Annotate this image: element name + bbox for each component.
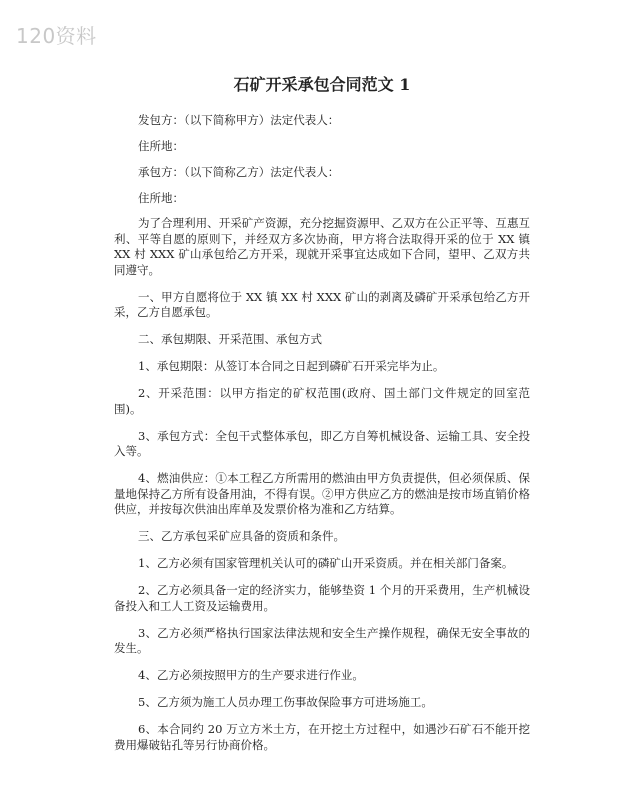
clause-3-4: 4、乙方必须按照甲方的生产要求进行作业。 [138,668,364,682]
clause-3-3: 3、乙方必须严格执行国家法律法规和安全生产操作规程，确保无安全事故的发生。 [114,625,530,655]
clause-3-1: 1、乙方必须有国家管理机关认可的磷矿山开采资质。并在相关部门备案。 [138,556,514,570]
document-title: 石矿开采承包合同范文 1 [233,75,411,94]
party-a-address-line: 住所地： [138,139,184,153]
document-page [90,74,530,765]
clause-1: 一、甲方自愿将位于 XX 镇 XX 村 XXX 矿山的剥离及磷矿开采承包给乙方开采，乙方自愿承包。 [114,289,530,319]
watermark-logo: 120资料 [16,24,97,48]
preamble-paragraph: 为了合理利用、开采矿产资源，充分挖掘资源甲、乙双方在公正平等、互惠互利、平等自愿的原则下，并经双方多次协商，甲方将合法取得开采的位于 XX 镇 XX 村 XXX 矿山承包给乙方开采，现就开采事宜达成如下合同，望甲、乙双方共同遵守。 [114,216,530,277]
clause-2-3: 3、承包方式：全包干式整体承包，即乙方自筹机械设备、运输工具、安全投入等。 [114,428,530,458]
section-heading-3: 三、乙方承包采矿应具备的资质和条件。 [138,529,345,543]
clause-3-2: 2、乙方必须具备一定的经济实力，能够垫资 1 个月的开采费用，生产机械设备投入和工人工资及运输费用。 [114,583,530,613]
clause-2-2: 2、开采范围：以甲方指定的矿权范围(政府、国土部门文件规定的回室范围)。 [114,386,530,416]
party-b-address-line: 住所地： [138,191,184,205]
section-heading-2: 二、承包期限、开采范围、承包方式 [138,332,322,346]
clause-2-1: 1、承包期限：从签订本合同之日起到磷矿石开采完毕为止。 [138,359,445,373]
clause-3-6: 6、本合同约 20 万立方米土方，在开挖土方过程中，如遇沙石矿石不能开挖费用爆破钻孔等另行协商价格。 [114,722,530,752]
party-a-line: 发包方：（以下简称甲方）法定代表人： [138,113,340,127]
clause-3-5: 5、乙方须为施工人员办理工伤事故保险事方可进场施工。 [138,695,433,709]
clause-2-4: 4、燃油供应：①本工程乙方所需用的燃油由甲方负责提供，但必须保质、保量地保持乙方所有设备用油，不得有误。②甲方供应乙方的燃油是按市场直销价格供应，并按每次供油出库单及发票价格为准和乙方结算。 [114,471,530,516]
party-b-line: 承包方：（以下简称乙方）法定代表人： [138,165,340,179]
